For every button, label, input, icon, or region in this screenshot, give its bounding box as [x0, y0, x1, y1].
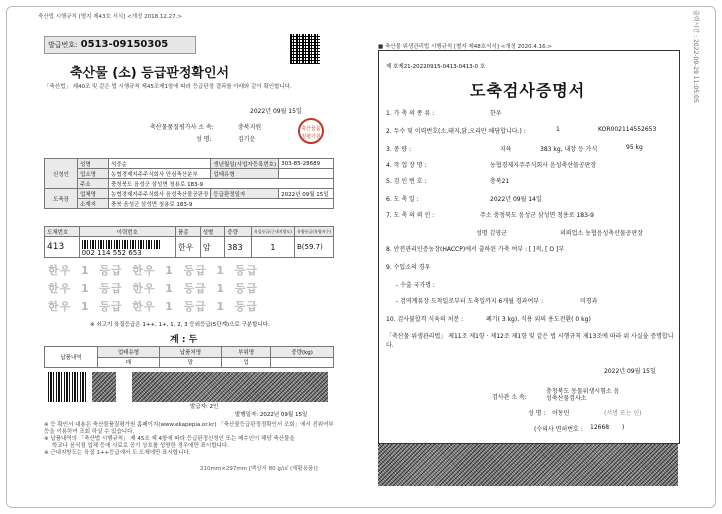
ghost-row: 한우 1 등급 한우 1 등급 1 등급 [48, 264, 258, 277]
col-sex: 성별 [200, 227, 225, 237]
footer-note: ※ 등 확인서 내용은 축산물품질평가원 홈페이지(www.ekapepia.or.kr) 「축산물등급판정정확인서 조회」에서 진위여부 등을 이용하여 조회 하실 수 있습니다. [44, 422, 334, 435]
right-title: 도축검사증명서 [470, 81, 586, 100]
item-stamp-no: 충북21 [490, 178, 510, 185]
item-species: 한우 [490, 110, 502, 117]
export-period-value: 미경과 [580, 298, 598, 305]
breed: 한우 [175, 237, 200, 258]
slaughter-label: 도축장 [45, 189, 78, 209]
unfit-label: 10. 검사불합격 식육의 처분 : [386, 316, 464, 323]
slaughter-name: 농협경제지주주식회사 음성축산물공판장 [109, 189, 211, 199]
right-regulation-note: ■ 축산물 위생관리법 시행규칙 [별지 제48호서식] <개정 2020.4.16.> [378, 44, 552, 50]
weight: 383 [225, 237, 252, 258]
item-slaughter-date: 2022년 09월 14일 [490, 196, 542, 203]
item-trace-no: KOR002114552653 [598, 126, 657, 133]
serial-label: 발급번호: [48, 41, 78, 49]
delivery-label: 납품내역 [45, 347, 98, 368]
cert-number: 제 호제21-20220915-0413-0413-0 호 [386, 64, 486, 70]
col-carcass-no: 도체번호 [45, 227, 80, 237]
delivery-part: 업 [221, 357, 270, 368]
total-count: 계 : 두 [170, 335, 198, 345]
applicant-name-key: 성명 [78, 159, 109, 169]
delivery-col-dest: 납품처명 [159, 347, 221, 358]
export-country: - 수출 국가명 : [396, 282, 435, 289]
item-trace-label: 2. 두수 및 이력번호(소,돼지,닭,오리만 해당합니다.) : [386, 128, 526, 135]
delivery-col-part: 부위명 [221, 347, 270, 358]
regulation-note: 축산법 시행규칙 [별지 제43호 서식] <개정 2018.12.27.> [38, 14, 182, 20]
serial-box [44, 36, 196, 54]
issue-date: 2022년 09월 15일 [250, 108, 302, 115]
requester-org: 의뢰업소 농협음성축산물공판장 [560, 230, 644, 237]
issuer-org-label: 축산물품질평가사 소 속: [150, 124, 214, 131]
hologram [92, 372, 116, 402]
official-seal: 축산물품질평가원 [298, 118, 324, 144]
issuer-org: 충북지원 [238, 124, 262, 131]
col-yield: 육량등급(육량지수) [294, 227, 333, 237]
applicant-biz: 농협경제지주주식회사 안심축산분부 [109, 169, 211, 179]
footer-note: 학교나 음식점 업체 등에 사료로 공기 상호를 성명한 경우에만 표시합니다. [52, 443, 229, 449]
item-requester-label: 7. 도 축 의 뢰 인 : [386, 212, 435, 219]
col-trace-no: 이력번호 [79, 227, 175, 237]
delivery-weight [271, 357, 334, 368]
delivery-col-type: 업태유형 [98, 347, 160, 358]
side-barcode [48, 372, 88, 402]
applicant-label: 신청인 [45, 159, 78, 189]
inspector-org-label: 검사관 소 속: [492, 394, 527, 401]
slaughter-addr: 충북 음성군 삼성면 청용로 183-9 [109, 199, 334, 209]
footer-note: ※ 근내지방도는 육질 1++등급에서 도 도체에만 표시합니다. [44, 450, 191, 456]
item-head-count: 1 [556, 126, 560, 133]
footer-note: ※ 납품내역의 「축산법 시행규칙」 제 45조 제 4항에 따라 등급판정신청인 또는 매수인이 해당 축산물을 [44, 436, 295, 442]
grading-date-key: 등급판정일자 [211, 189, 279, 199]
col-quality: 육질등급(근내지방도) [251, 227, 294, 237]
requester-name: 성명 김영군 [476, 230, 507, 237]
carcass-no: 413 [45, 237, 80, 258]
item-weight-label: 3. 중 량 : [386, 146, 412, 153]
right-issue-date: 2022년 09월 15일 [604, 368, 656, 375]
col-breed: 품종 [175, 227, 200, 237]
item-weight-type: 지육 [500, 146, 512, 153]
license-number: 12668 [590, 424, 610, 431]
applicant-type-key: 업태유형 [211, 169, 279, 179]
item-workplace: 농협경제지주주식회사 음성축산물공판장 [490, 162, 597, 169]
delivery-type: 매 [98, 357, 160, 368]
paper-size: 210mm×297mm [백상지 80 g/㎡ (재활용품)] [200, 466, 318, 472]
applicant-table [44, 158, 334, 209]
inspector-name: 이동민 [552, 410, 570, 417]
grade-row [45, 237, 334, 258]
item-date-label: 6. 도 축 일 : [386, 196, 419, 203]
ghost-row: 한우 1 등급 한우 1 등급 1 등급 [48, 282, 258, 295]
footer-notes [44, 422, 334, 457]
applicant-type [279, 169, 334, 179]
delivery-dest: 말 [159, 357, 221, 368]
slaughter-addr-key: 소재지 [78, 199, 109, 209]
yield-grade: B(59.7) [294, 237, 333, 258]
print-timestamp: 출력시간 : 2022-09-29 11:05:05 [692, 10, 699, 103]
sex: 암 [200, 237, 225, 258]
quality-grade: 1 [251, 237, 294, 258]
haccp-line: 8. 안전관리인증농장(HACCP)에서 출하된 가축 여부 : [ ]적, [ O ]부 [386, 246, 565, 253]
item-workplace-label: 4. 작 업 장 명 : [386, 162, 427, 169]
qr-code [290, 34, 320, 64]
grade-table [44, 226, 334, 258]
col-weight: 중량 [225, 227, 252, 237]
delivery-col-weight: 중량(kg) [271, 347, 334, 358]
security-pattern [132, 372, 328, 402]
applicant-addr: 충청북도 음성군 삼성면 청용로 183-9 [109, 179, 334, 189]
certificate-title: 축산물 (소) 등급판정확인서 [70, 66, 230, 81]
export-label: 9. 수입소의 경우 [386, 264, 431, 271]
issued-time: 발행일자: 2022년 09월 15일 [235, 412, 308, 418]
applicant-id: 303-85-28689 [279, 159, 334, 169]
item-requester-addr: 주소 충청북도 음성군 삼성면 청용로 183-9 [480, 212, 594, 219]
intro-text: 「축산법」 제40조 및 같은 법 시행규칙 제45조제1항에 따라 등급판정 결과를 아래와 같이 확인합니다. [44, 84, 292, 90]
applicant-biz-key: 업소명 [78, 169, 109, 179]
inspector-org: 충청북도 동물위생시험소 음성축산물검사소 [546, 388, 620, 402]
grade-note: ※ 쇠고기 육질등급은 1++, 1+, 1, 2, 3 등외등급(5단계)으로 구분합니다. [90, 322, 270, 328]
item-species-label: 1. 가 축 의 종 류 : [386, 110, 435, 117]
law-text: 「축산물 위생관리법」 제11조 제1항 · 제12조 제1항 및 같은 법 시행규칙 제13조에 따라 위 사실을 증명합니다. [386, 333, 674, 349]
item-weight-offal: 95 kg [626, 144, 643, 151]
ghost-row: 한우 1 등급 한우 1 등급 1 등급 [48, 300, 258, 313]
grading-date: 2022년 09월 15일 [279, 189, 334, 199]
license-label: (수의사 면허번호 : [534, 426, 583, 433]
ghost-watermark [44, 258, 334, 320]
applicant-id-key: 생년월일(사업자등록번호) [211, 159, 279, 169]
right-security-pattern [378, 444, 678, 486]
trace-barcode [82, 240, 162, 249]
export-period: - 검역계류장 도착일로부터 도축일까지 6개월 경과여부 : [396, 298, 543, 305]
trace-no: 002 114 552 653 [81, 249, 142, 257]
issued-count: 발급자: 2인 [190, 404, 219, 410]
inspector-name-label: 성 명 : [528, 410, 546, 417]
applicant-addr-key: 주소 [78, 179, 109, 189]
item-stamp-label: 5. 검 인 번 호 : [386, 178, 427, 185]
issuer-name: 김기운 [238, 136, 256, 143]
delivery-table [44, 346, 334, 368]
item-weight-carcass: 383 kg, 내장 등 가식 [540, 146, 598, 153]
signature-placeholder: (서명 또는 인) [604, 410, 642, 417]
slaughter-name-key: 업체명 [78, 189, 109, 199]
serial-number: 0513-09150305 [80, 39, 169, 50]
issuer-name-label: 성 명: [196, 136, 212, 143]
unfit-value: 폐기( 3 kg), 식용 외의 용도전환( 0 kg) [486, 316, 591, 323]
applicant-name: 석중순 [109, 159, 211, 169]
license-close: ) [622, 424, 625, 431]
